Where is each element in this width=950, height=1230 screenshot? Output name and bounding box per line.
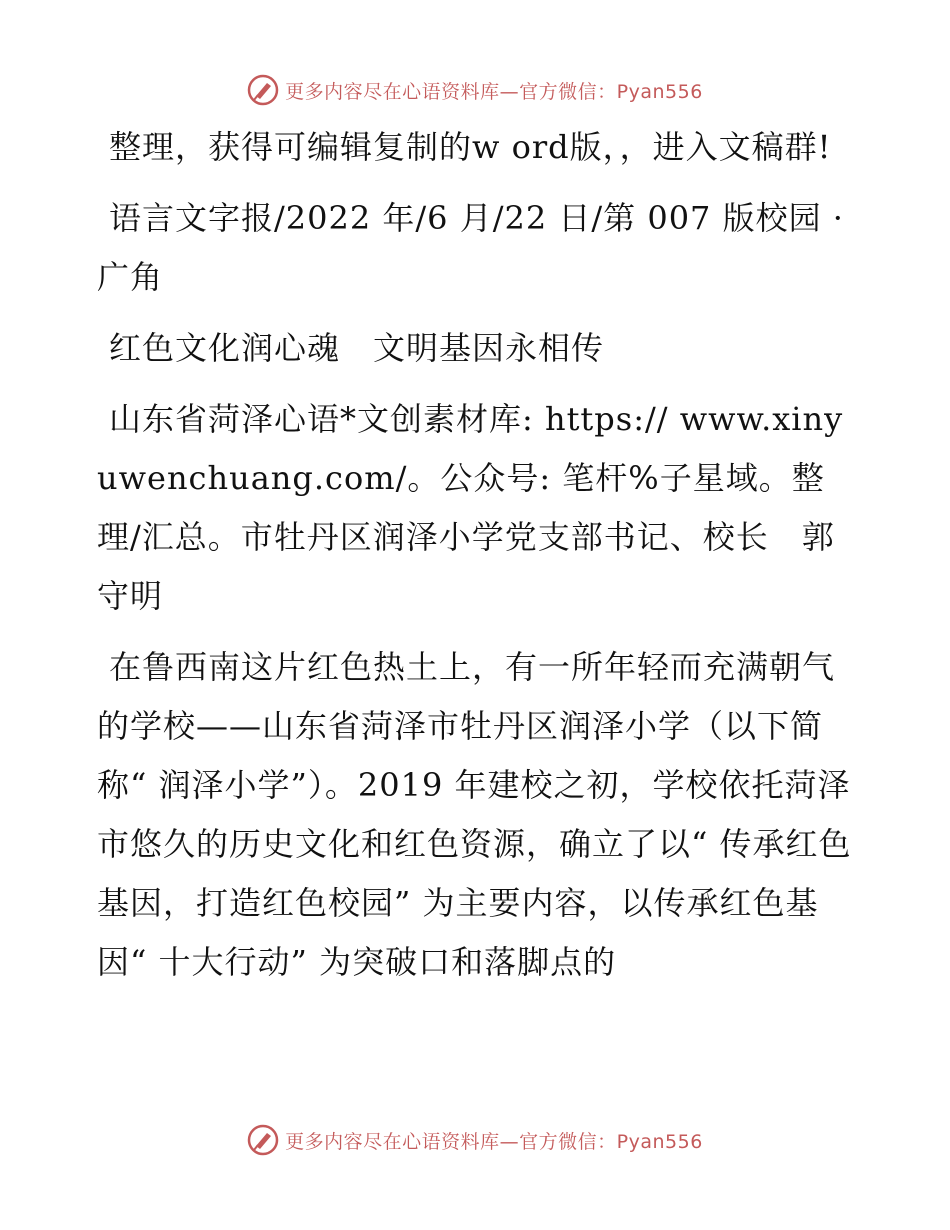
intro-paragraph: 整理，获得可编辑复制的w ord版，，进入文稿群! — [109, 128, 832, 166]
footer-banner — [0, 1120, 950, 1160]
source-line: 语言文字报/2022 年/6 月/22 日/第 007 版校园 · 广角 — [97, 199, 844, 296]
byline-paragraph: 山东省菏泽心语*文创素材库: https:// www.xinyuwenchuang.com/。公众号: 笔杆%子星域。整理/汇总。市牡丹区润泽小学党支部书记、校长 郭守明 — [97, 400, 844, 615]
header-banner-text: 更多内容尽在心语资料库—官方微信：Pyan556 — [285, 80, 703, 103]
document-content — [97, 118, 857, 1004]
footer-banner-text: 更多内容尽在心语资料库—官方微信：Pyan556 — [285, 1130, 703, 1153]
header-banner — [0, 70, 950, 110]
logo-icon — [247, 74, 279, 106]
body-paragraph: 在鲁西南这片红色热土上，有一所年轻而充满朝气的学校——山东省菏泽市牡丹区润泽小学（以下简称“ 润泽小学”）。2019 年建校之初，学校依托菏泽市悠久的历史文化和红色资源，确立了以“ 传承红色基因，打造红色校园” 为主要内容，以传承红色基因“ 十大行动” 为突破口和落脚点的 — [97, 648, 852, 981]
article-title: 红色文化润心魂 文明基因永相传 — [109, 329, 605, 367]
logo-icon — [247, 1124, 279, 1156]
